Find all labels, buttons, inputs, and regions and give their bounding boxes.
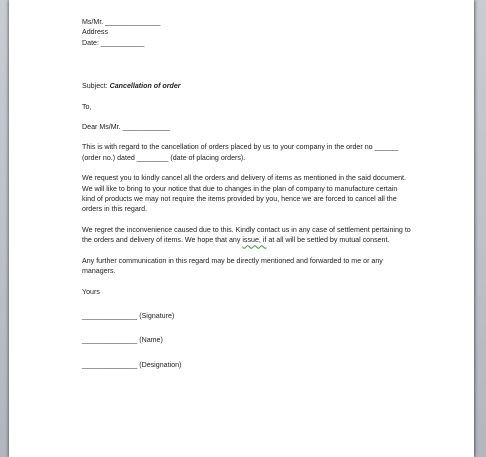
salutation-line: Dear Ms/Mr. ____________ — [82, 123, 170, 132]
subject-value: Cancellation of order — [109, 82, 181, 91]
recipient-line: Ms/Mr. ______________ — [82, 18, 161, 26]
address-line: Address — [82, 28, 109, 37]
paragraph-communication: Any further communication in this regard may be directly mentioned and forwarded to me or any managers. — [82, 256, 383, 276]
spellcheck-flagged-text[interactable]: issue, if — [242, 236, 267, 245]
signature-line: ______________ (Signature) — [82, 311, 175, 320]
paragraph-reference: This is with regard to the cancellation of orders placed by us to your company in the order no ______ (order no.) dated ________ (date of placing orders). — [82, 143, 399, 162]
to-line: To, — [82, 102, 92, 111]
paragraph-request: We request you to kindly cancel all the orders and delivery of items as mentioned in the said document. We will like to bring to your notice that due to changes in the plan of company to manufacture certain kind of products we may not require the items provided by you, hence we are forced to cancel all the orders in this regard. — [82, 174, 406, 214]
date-line: Date: ___________ — [82, 38, 145, 47]
regret-text-before: We regret the inconvenience caused due to this. Kindly contact us in any case of settlement pertaining to the orders and delivery of items. We hope that any — [82, 225, 411, 245]
designation-line: ______________ (Designation) — [82, 360, 182, 369]
document-page — [9, 0, 474, 457]
name-line: ______________ (Name) — [82, 336, 163, 345]
paragraph-regret — [82, 225, 412, 246]
subject-label: Subject: — [82, 82, 110, 91]
letter-body — [82, 17, 412, 370]
closing-line: Yours — [82, 287, 100, 296]
regret-text-after: at all will be settled by mutual consent. — [266, 236, 390, 245]
subject-line — [82, 81, 412, 91]
